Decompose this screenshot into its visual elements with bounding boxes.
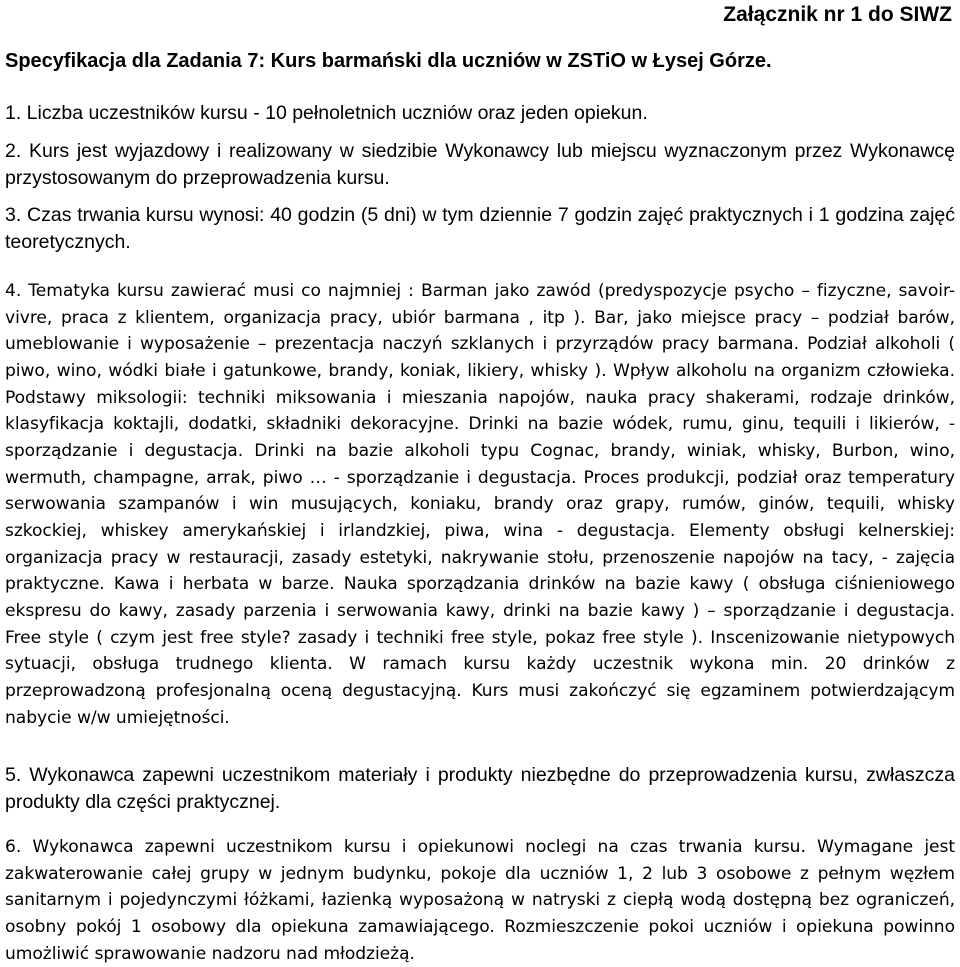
point-3-duration: 3. Czas trwania kursu wynosi: 40 godzin (5 dni) w tym dziennie 7 godzin zajęć praktycznych i 1 godzina zajęć teoretycznych. — [5, 204, 955, 253]
annex-label: Załącznik nr 1 do SIWZ — [723, 3, 952, 26]
document-title: Specyfikacja dla Zadania 7: Kurs barmański dla uczniów w ZSTiO w Łysej Górze. — [5, 50, 772, 72]
point-2-location: 2. Kurs jest wyjazdowy i realizowany w siedzibie Wykonawcy lub miejscu wyznaczonym przez Wykonawcę przystosowanym do przeprowadzenia kursu. — [5, 140, 955, 189]
point-4-curriculum: 4. Tematyka kursu zawierać musi co najmniej : Barman jako zawód (predyspozycje psycho – fizyczne, savoir-vivre, praca z klientem, organizacja pracy, ubiór barmana , itp ). Bar, jako miejsce pracy – podział barów, umeblowanie i wyposażenie – prezentacja naczyń szklanych i przyrządów pracy barmana. Podział alkoholi ( piwo, wino, wódki białe i gatunkowe, brandy, koniak, likiery, whisky ). Wpływ alkoholu na organizm człowieka. Podstawy miksologii: techniki miksowania i mieszania napojów, nauka pracy shakerami, rodzaje drinków, klasyfikacja koktajli, dodatki, składniki dekoracyjne. Drinki na bazie wódek, rumu, ginu, tequili i likierów, - sporządzanie i degustacja. Drinki na bazie alkoholi typu Cognac, brandy, winiak, whisky, Burbon, wino, wermuth, champagne, arrak, piwo … - sporządzanie i degustacja. Proces produkcji, podział oraz temperatury serwowania szampanów i win musujących, koniaku, brandy oraz grapy, rumów, ginów, tequili, whisky szkockiej, whiskey amerykańskiej i irlandzkiej, piwa, wina - degustacja. Elementy obsługi kelnerskiej: organizacja pracy w restauracji, zasady estetyki, nakrywanie stołu, przenoszenie napojów na tacy, - zajęcia praktyczne. Kawa i herbata w barze. Nauka sporządzania drinków na bazie kawy ( obsługa ciśnieniowego ekspresu do kawy, zasady parzenia i serwowania kawy, drinki na bazie kawy ) – sporządzanie i degustacja. Free style ( czym jest free style? zasady i techniki free style, pokaz free style ). Inscenizowanie nietypowych sytuacji, obsługa trudnego klienta. W ramach kursu każdy uczestnik wykona min. 20 drinków z przeprowadzoną profesjonalną oceną degustacyjną. Kurs musi zakończyć się egzaminem potwierdzającym nabycie w/w umiejętności. — [5, 281, 955, 728]
point-6-accommodation: 6. Wykonawca zapewni uczestnikom kursu i opiekunowi noclegi na czas trwania kursu. Wymagane jest zakwaterowanie całej grupy w jednym budynku, pokoje dla uczniów 1, 2 lub 3 osobowe z pełnym węzłem sanitarnym i pojedynczymi łóżkami, łazienką wyposażoną w natryski z ciepłą wodą dostępną bez ograniczeń, osobny pokój 1 osobowy dla opiekuna zamawiającego. Rozmieszczenie pokoi uczniów i opiekuna powinno umożliwić sprawowanie nadzoru nad młodzieżą. — [5, 837, 955, 964]
point-5-materials: 5. Wykonawca zapewni uczestnikom materiały i produkty niezbędne do przeprowadzenia kursu, zwłaszcza produkty dla części praktycznej. — [5, 764, 955, 813]
point-1-participants: 1. Liczba uczestników kursu - 10 pełnoletnich uczniów oraz jeden opiekun. — [5, 102, 648, 124]
